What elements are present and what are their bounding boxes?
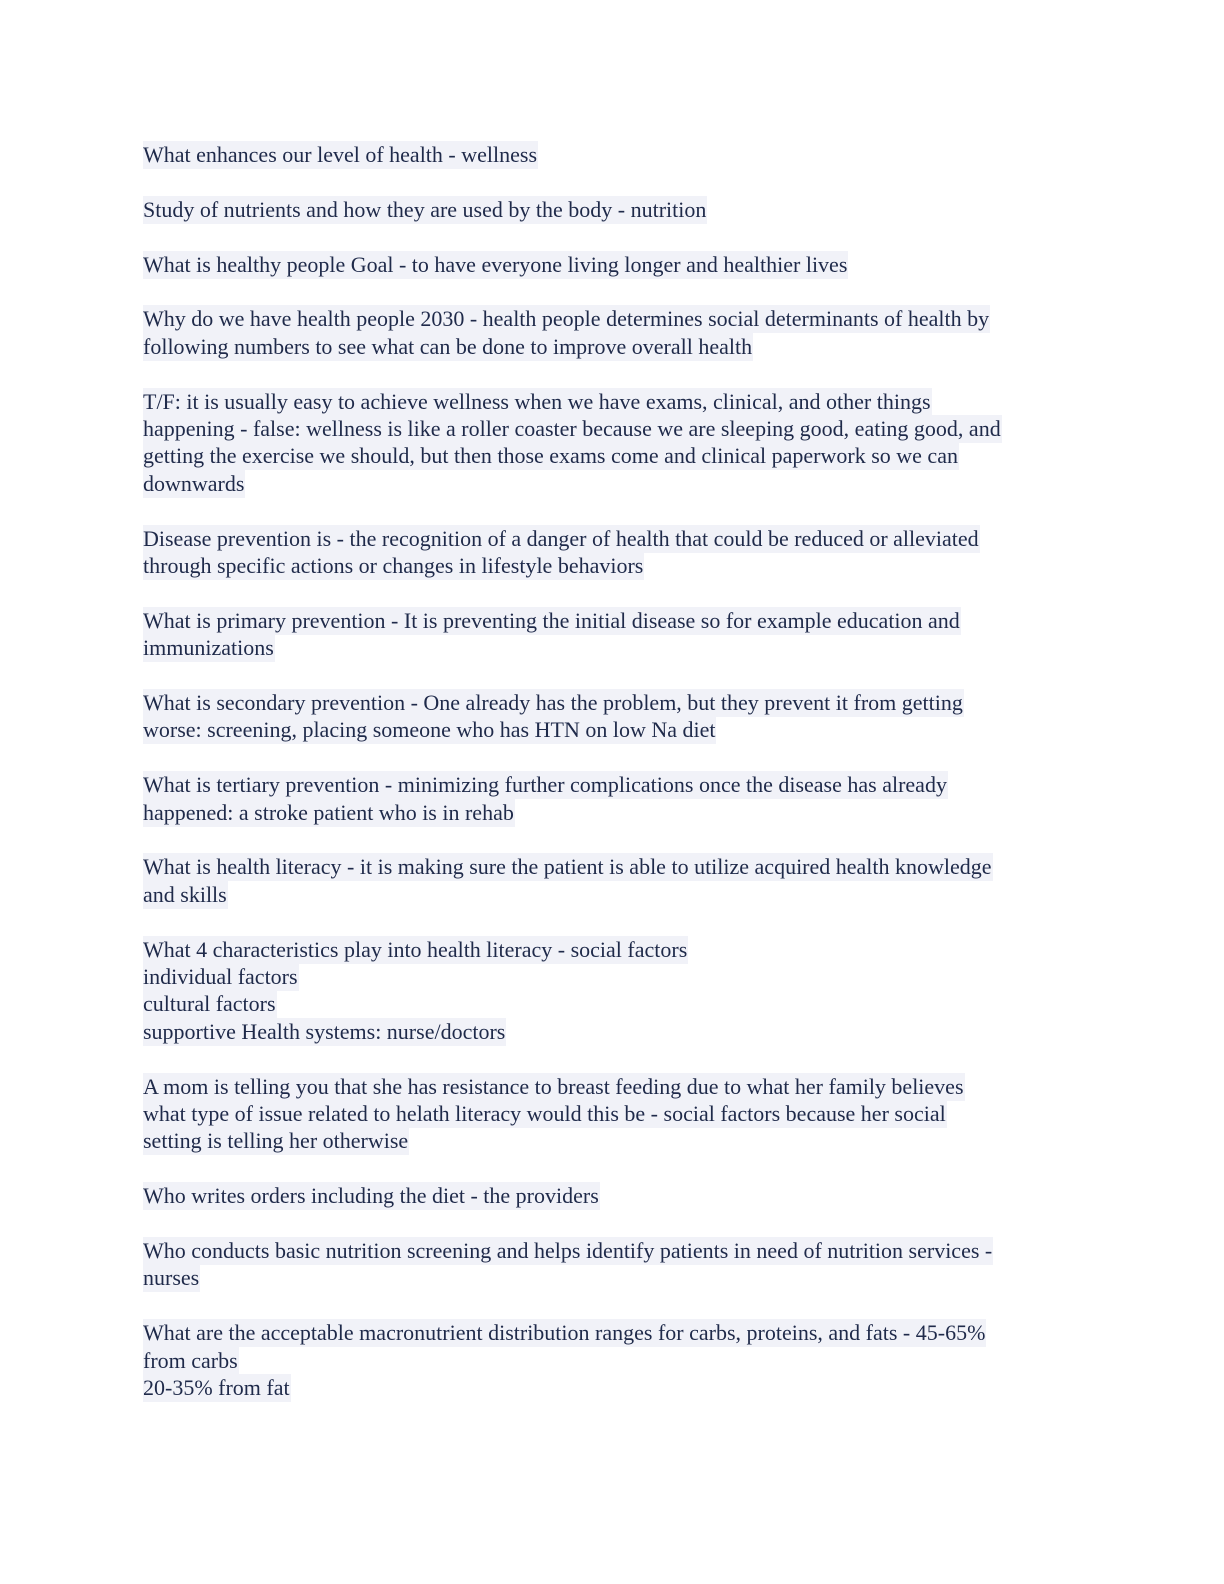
qa-line: getting the exercise we should, but then those exams come and clinical paperwork so we can: [143, 443, 958, 469]
qa-entry: [143, 141, 1083, 168]
qa-entry: [143, 305, 1083, 360]
qa-entry: [143, 1073, 1083, 1155]
qa-line: what type of issue related to helath literacy would this be - social factors because her social: [143, 1101, 946, 1127]
qa-line: Who conducts basic nutrition screening and helps identify patients in need of nutrition services -: [143, 1238, 993, 1264]
qa-line: immunizations: [143, 635, 274, 661]
qa-entry: [143, 388, 1083, 498]
qa-line: What is health literacy - it is making sure the patient is able to utilize acquired health knowledge: [143, 854, 992, 880]
qa-line: from carbs: [143, 1347, 238, 1373]
qa-line: What is secondary prevention - One already has the problem, but they prevent it from getting: [143, 690, 963, 716]
qa-line: Why do we have health people 2030 - health people determines social determinants of health by: [143, 306, 990, 332]
qa-entry: [143, 607, 1083, 662]
qa-line: supportive Health systems: nurse/doctors: [143, 1018, 506, 1044]
qa-line: T/F: it is usually easy to achieve wellness when we have exams, clinical, and other things: [143, 388, 931, 414]
qa-line: What is healthy people Goal - to have everyone living longer and healthier lives: [143, 251, 848, 277]
qa-entry: [143, 196, 1083, 223]
document-page: [143, 141, 1083, 1429]
qa-entry: [143, 251, 1083, 278]
qa-line: cultural factors: [143, 991, 276, 1017]
qa-entry: [143, 525, 1083, 580]
qa-entry: [143, 1237, 1083, 1292]
qa-line: What is tertiary prevention - minimizing further complications once the disease has already: [143, 772, 947, 798]
qa-line: Study of nutrients and how they are used by the body - nutrition: [143, 196, 707, 222]
qa-line: A mom is telling you that she has resistance to breast feeding due to what her family believes: [143, 1073, 964, 1099]
qa-entry: [143, 689, 1083, 744]
qa-entry: [143, 936, 1083, 1046]
qa-line: setting is telling her otherwise: [143, 1128, 409, 1154]
qa-line: nurses: [143, 1265, 200, 1291]
qa-line: individual factors: [143, 964, 298, 990]
qa-line: happening - false: wellness is like a roller coaster because we are sleeping good, eating good, and: [143, 416, 1001, 441]
qa-line: Disease prevention is - the recognition of a danger of health that could be reduced or alleviated: [143, 525, 979, 551]
qa-line: What is primary prevention - It is preventing the initial disease so for example education and: [143, 607, 960, 633]
qa-line: What enhances our level of health - wellness: [143, 142, 538, 167]
qa-line: through specific actions or changes in lifestyle behaviors: [143, 553, 644, 579]
qa-entry: [143, 771, 1083, 826]
qa-line: downwards: [143, 470, 245, 496]
qa-line: 20-35% from fat: [143, 1375, 290, 1401]
qa-line: happened: a stroke patient who is in rehab: [143, 799, 514, 825]
qa-line: and skills: [143, 881, 227, 907]
qa-line: following numbers to see what can be done to improve overall health: [143, 333, 753, 359]
qa-entry: [143, 1319, 1083, 1401]
qa-line: What are the acceptable macronutrient distribution ranges for carbs, proteins, and fats - 45-65%: [143, 1320, 986, 1346]
qa-entry: [143, 853, 1083, 908]
qa-line: worse: screening, placing someone who has HTN on low Na diet: [143, 717, 716, 743]
qa-entry: [143, 1182, 1083, 1209]
qa-line: What 4 characteristics play into health literacy - social factors: [143, 936, 688, 962]
qa-line: Who writes orders including the diet - the providers: [143, 1183, 599, 1209]
